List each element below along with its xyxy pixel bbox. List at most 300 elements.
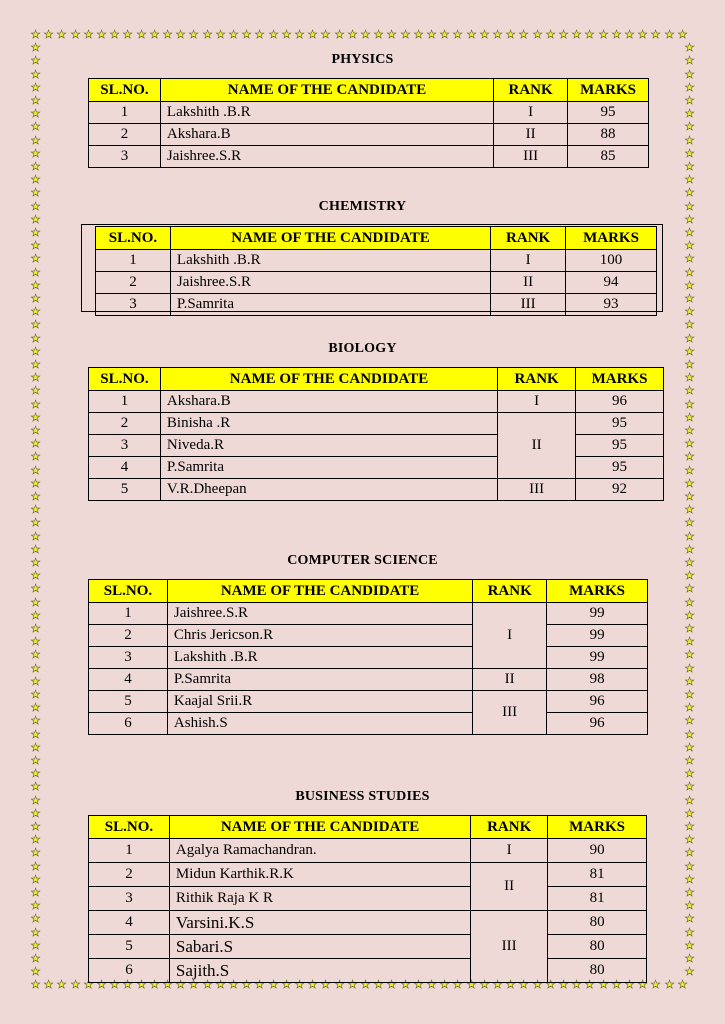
cell-marks: 95 (576, 413, 664, 435)
star-icon: ★ (684, 953, 695, 965)
biology-title: BIOLOGY (328, 341, 397, 356)
cell-rank: III (498, 479, 576, 501)
star-icon: ★ (30, 966, 41, 978)
star-icon: ★ (320, 29, 331, 41)
cell-marks: 98 (547, 669, 648, 691)
star-icon: ★ (664, 979, 675, 991)
star-icon: ★ (30, 531, 41, 543)
star-icon: ★ (70, 979, 81, 991)
star-icon: ★ (684, 82, 695, 94)
star-icon: ★ (136, 979, 147, 991)
cell-rank: II (471, 863, 548, 911)
star-icon: ★ (30, 940, 41, 952)
star-icon: ★ (684, 874, 695, 886)
star-icon: ★ (684, 649, 695, 661)
star-icon: ★ (684, 69, 695, 81)
star-icon: ★ (360, 29, 371, 41)
cell-name: Ashish.S (167, 713, 472, 735)
star-icon: ★ (684, 333, 695, 345)
cell-name: V.R.Dheepan (160, 479, 497, 501)
star-icon: ★ (611, 29, 622, 41)
star-icon: ★ (30, 148, 41, 160)
table-row (96, 250, 657, 272)
table-row (89, 647, 648, 669)
header-rank: RANK (491, 227, 566, 250)
star-icon: ★ (452, 29, 463, 41)
table-row (89, 691, 648, 713)
star-icon: ★ (122, 29, 133, 41)
star-icon: ★ (677, 979, 688, 991)
star-icon: ★ (684, 531, 695, 543)
star-icon: ★ (162, 979, 173, 991)
star-icon: ★ (162, 29, 173, 41)
star-icon: ★ (492, 979, 503, 991)
header-sl: SL.NO. (89, 79, 161, 102)
star-icon: ★ (188, 29, 199, 41)
star-icon: ★ (684, 478, 695, 490)
star-icon: ★ (56, 979, 67, 991)
star-icon: ★ (30, 887, 41, 899)
star-icon: ★ (684, 240, 695, 252)
star-icon: ★ (307, 29, 318, 41)
star-icon: ★ (30, 385, 41, 397)
star-icon: ★ (373, 29, 384, 41)
star-icon: ★ (426, 29, 437, 41)
header-name: NAME OF THE CANDIDATE (170, 227, 490, 250)
star-icon: ★ (30, 755, 41, 767)
star-icon: ★ (30, 306, 41, 318)
star-icon: ★ (684, 438, 695, 450)
table-row (89, 887, 647, 911)
star-icon: ★ (684, 425, 695, 437)
star-icon: ★ (30, 55, 41, 67)
star-icon: ★ (294, 979, 305, 991)
star-icon: ★ (30, 42, 41, 54)
star-icon: ★ (360, 979, 371, 991)
star-icon: ★ (30, 333, 41, 345)
star-icon: ★ (188, 979, 199, 991)
cell-sl: 5 (89, 691, 168, 713)
computer-science-table (88, 579, 648, 735)
star-icon: ★ (30, 715, 41, 727)
cell-marks: 96 (547, 713, 648, 735)
star-icon: ★ (30, 227, 41, 239)
star-icon: ★ (684, 544, 695, 556)
star-icon: ★ (684, 940, 695, 952)
cell-rank: II (498, 413, 576, 479)
star-icon: ★ (684, 702, 695, 714)
table-row (89, 839, 647, 863)
header-rank: RANK (498, 368, 576, 391)
star-icon: ★ (684, 280, 695, 292)
star-icon: ★ (30, 412, 41, 424)
star-icon: ★ (254, 979, 265, 991)
cell-sl: 2 (89, 625, 168, 647)
table-row (89, 413, 664, 435)
cell-marks: 81 (548, 887, 647, 911)
star-icon: ★ (83, 979, 94, 991)
cell-sl: 6 (89, 713, 168, 735)
star-icon: ★ (281, 979, 292, 991)
star-icon: ★ (30, 267, 41, 279)
cell-sl: 2 (89, 124, 161, 146)
star-icon: ★ (684, 834, 695, 846)
star-icon: ★ (30, 121, 41, 133)
star-icon: ★ (30, 214, 41, 226)
cell-marks: 99 (547, 647, 648, 669)
cell-marks: 95 (568, 102, 649, 124)
star-icon: ★ (479, 979, 490, 991)
cell-marks: 90 (548, 839, 647, 863)
star-icon: ★ (684, 887, 695, 899)
table-row (89, 391, 664, 413)
cell-sl: 3 (89, 146, 161, 168)
cell-name: P.Samrita (170, 294, 490, 316)
star-icon: ★ (334, 979, 345, 991)
star-icon: ★ (684, 372, 695, 384)
table-row (89, 625, 648, 647)
cell-name: Lakshith .B.R (167, 647, 472, 669)
star-icon: ★ (30, 438, 41, 450)
star-icon: ★ (684, 504, 695, 516)
star-icon: ★ (624, 979, 635, 991)
star-icon: ★ (413, 29, 424, 41)
star-icon: ★ (30, 174, 41, 186)
star-icon: ★ (30, 834, 41, 846)
star-icon: ★ (30, 491, 41, 503)
cell-rank: II (491, 272, 566, 294)
star-icon: ★ (684, 663, 695, 675)
cell-sl: 4 (89, 669, 168, 691)
cell-rank: II (494, 124, 568, 146)
star-icon: ★ (109, 979, 120, 991)
star-icon: ★ (684, 306, 695, 318)
cell-rank: III (471, 911, 548, 983)
table-row (89, 911, 647, 935)
star-icon: ★ (241, 979, 252, 991)
star-icon: ★ (684, 346, 695, 358)
star-icon: ★ (30, 847, 41, 859)
header-marks: MARKS (576, 368, 664, 391)
star-icon: ★ (684, 227, 695, 239)
star-icon: ★ (598, 979, 609, 991)
star-icon: ★ (624, 29, 635, 41)
star-icon: ★ (30, 95, 41, 107)
cell-marks: 80 (548, 959, 647, 983)
star-icon: ★ (30, 927, 41, 939)
star-icon: ★ (545, 979, 556, 991)
header-name: NAME OF THE CANDIDATE (169, 816, 470, 839)
star-icon: ★ (684, 201, 695, 213)
physics-title: PHYSICS (331, 52, 394, 67)
biology-table (88, 367, 664, 501)
star-icon: ★ (684, 319, 695, 331)
star-icon: ★ (30, 108, 41, 120)
star-icon: ★ (452, 979, 463, 991)
star-icon: ★ (466, 979, 477, 991)
cell-name: Lakshith .B.R (170, 250, 490, 272)
star-icon: ★ (30, 187, 41, 199)
star-icon: ★ (584, 29, 595, 41)
star-icon: ★ (684, 715, 695, 727)
table-row (89, 935, 647, 959)
star-icon: ★ (30, 913, 41, 925)
cell-sl: 3 (96, 294, 171, 316)
header-rank: RANK (473, 580, 547, 603)
star-icon: ★ (30, 161, 41, 173)
star-icon: ★ (30, 570, 41, 582)
star-icon: ★ (30, 425, 41, 437)
cell-marks: 80 (548, 935, 647, 959)
star-icon: ★ (30, 69, 41, 81)
star-icon: ★ (307, 979, 318, 991)
cell-marks: 96 (576, 391, 664, 413)
star-icon: ★ (684, 795, 695, 807)
physics-table (88, 78, 649, 168)
star-icon: ★ (30, 861, 41, 873)
star-icon: ★ (30, 372, 41, 384)
star-icon: ★ (684, 253, 695, 265)
star-icon: ★ (684, 557, 695, 569)
star-icon: ★ (43, 29, 54, 41)
star-icon: ★ (175, 979, 186, 991)
star-icon: ★ (684, 583, 695, 595)
star-icon: ★ (684, 597, 695, 609)
star-icon: ★ (30, 319, 41, 331)
star-icon: ★ (30, 293, 41, 305)
cell-sl: 4 (89, 911, 170, 935)
cell-rank: II (473, 669, 547, 691)
cell-marks: 88 (568, 124, 649, 146)
star-icon: ★ (684, 517, 695, 529)
cell-name: Akshara.B (160, 124, 493, 146)
star-icon: ★ (684, 174, 695, 186)
header-marks: MARKS (547, 580, 648, 603)
cell-rank: I (473, 603, 547, 669)
star-icon: ★ (30, 253, 41, 265)
star-icon: ★ (202, 29, 213, 41)
cell-marks: 99 (547, 603, 648, 625)
table-row (89, 713, 648, 735)
star-icon: ★ (386, 29, 397, 41)
star-icon: ★ (684, 451, 695, 463)
star-icon: ★ (136, 29, 147, 41)
table-row (89, 146, 649, 168)
header-rank: RANK (494, 79, 568, 102)
table-row (89, 479, 664, 501)
business-studies-title: BUSINESS STUDIES (295, 789, 430, 804)
star-icon: ★ (30, 702, 41, 714)
star-icon: ★ (684, 610, 695, 622)
star-icon: ★ (684, 781, 695, 793)
star-icon: ★ (684, 861, 695, 873)
business-studies-table (88, 815, 647, 983)
star-icon: ★ (202, 979, 213, 991)
cell-sl: 1 (89, 102, 161, 124)
star-icon: ★ (30, 597, 41, 609)
cell-marks: 80 (548, 911, 647, 935)
star-icon: ★ (684, 808, 695, 820)
cell-rank: I (471, 839, 548, 863)
cell-sl: 2 (96, 272, 171, 294)
header-sl: SL.NO. (89, 580, 168, 603)
cell-name: Midun Karthik.R.K (169, 863, 470, 887)
star-icon: ★ (30, 874, 41, 886)
star-icon: ★ (30, 636, 41, 648)
cell-sl: 2 (89, 413, 161, 435)
star-icon: ★ (684, 42, 695, 54)
cell-marks: 94 (566, 272, 657, 294)
star-icon: ★ (684, 121, 695, 133)
cell-marks: 92 (576, 479, 664, 501)
star-icon: ★ (30, 900, 41, 912)
table-header-row (96, 227, 657, 250)
star-icon: ★ (30, 808, 41, 820)
star-icon: ★ (684, 570, 695, 582)
star-icon: ★ (373, 979, 384, 991)
cell-name: P.Samrita (167, 669, 472, 691)
star-icon: ★ (386, 979, 397, 991)
star-icon: ★ (598, 29, 609, 41)
star-icon: ★ (439, 29, 450, 41)
star-icon: ★ (677, 29, 688, 41)
star-icon: ★ (30, 346, 41, 358)
star-icon: ★ (684, 623, 695, 635)
star-icon: ★ (334, 29, 345, 41)
header-marks: MARKS (548, 816, 647, 839)
cell-sl: 3 (89, 887, 170, 911)
star-icon: ★ (30, 557, 41, 569)
cell-name: Jaishree.S.R (167, 603, 472, 625)
star-icon: ★ (684, 293, 695, 305)
cell-name: Varsini.K.S (169, 911, 470, 935)
star-icon: ★ (30, 979, 41, 991)
star-icon: ★ (30, 240, 41, 252)
computer-science-title: COMPUTER SCIENCE (287, 553, 438, 568)
cell-sl: 5 (89, 935, 170, 959)
cell-marks: 95 (576, 457, 664, 479)
star-icon: ★ (684, 847, 695, 859)
cell-sl: 6 (89, 959, 170, 983)
star-icon: ★ (532, 29, 543, 41)
star-icon: ★ (571, 29, 582, 41)
cell-name: Agalya Ramachandran. (169, 839, 470, 863)
star-icon: ★ (281, 29, 292, 41)
star-icon: ★ (241, 29, 252, 41)
star-icon: ★ (684, 900, 695, 912)
cell-name: Niveda.R (160, 435, 497, 457)
star-icon: ★ (30, 280, 41, 292)
star-icon: ★ (30, 82, 41, 94)
table-row (89, 603, 648, 625)
star-icon: ★ (30, 359, 41, 371)
star-icon: ★ (30, 504, 41, 516)
cell-marks: 99 (547, 625, 648, 647)
star-icon: ★ (684, 161, 695, 173)
cell-name: Rithik Raja K R (169, 887, 470, 911)
star-icon: ★ (30, 821, 41, 833)
star-icon: ★ (426, 979, 437, 991)
star-icon: ★ (320, 979, 331, 991)
star-icon: ★ (505, 29, 516, 41)
cell-marks: 95 (576, 435, 664, 457)
star-icon: ★ (347, 29, 358, 41)
table-row (96, 294, 657, 316)
header-name: NAME OF THE CANDIDATE (160, 368, 497, 391)
cell-rank: I (498, 391, 576, 413)
cell-name: P.Samrita (160, 457, 497, 479)
star-icon: ★ (30, 623, 41, 635)
star-icon: ★ (122, 979, 133, 991)
star-icon: ★ (684, 359, 695, 371)
star-icon: ★ (684, 412, 695, 424)
header-sl: SL.NO. (96, 227, 171, 250)
star-icon: ★ (30, 689, 41, 701)
table-row (89, 435, 664, 457)
star-icon: ★ (96, 29, 107, 41)
star-icon: ★ (30, 742, 41, 754)
star-icon: ★ (70, 29, 81, 41)
star-icon: ★ (30, 517, 41, 529)
star-icon: ★ (109, 29, 120, 41)
header-name: NAME OF THE CANDIDATE (167, 580, 472, 603)
star-icon: ★ (30, 663, 41, 675)
star-icon: ★ (684, 491, 695, 503)
star-icon: ★ (30, 781, 41, 793)
star-icon: ★ (294, 29, 305, 41)
star-icon: ★ (175, 29, 186, 41)
star-icon: ★ (684, 148, 695, 160)
star-icon: ★ (684, 729, 695, 741)
star-icon: ★ (518, 979, 529, 991)
star-icon: ★ (215, 979, 226, 991)
header-marks: MARKS (566, 227, 657, 250)
star-icon: ★ (684, 55, 695, 67)
table-row (89, 863, 647, 887)
star-icon: ★ (268, 979, 279, 991)
cell-name: Jaishree.S.R (160, 146, 493, 168)
star-icon: ★ (149, 29, 160, 41)
star-icon: ★ (684, 465, 695, 477)
header-sl: SL.NO. (89, 368, 161, 391)
star-icon: ★ (96, 979, 107, 991)
table-row (96, 272, 657, 294)
star-icon: ★ (228, 29, 239, 41)
cell-marks: 85 (568, 146, 649, 168)
star-icon: ★ (30, 676, 41, 688)
star-icon: ★ (413, 979, 424, 991)
cell-name: Chris Jericson.R (167, 625, 472, 647)
star-icon: ★ (400, 979, 411, 991)
cell-rank: I (491, 250, 566, 272)
header-marks: MARKS (568, 79, 649, 102)
star-icon: ★ (684, 267, 695, 279)
cell-sl: 3 (89, 435, 161, 457)
table-row (89, 669, 648, 691)
cell-sl: 1 (89, 839, 170, 863)
star-icon: ★ (558, 979, 569, 991)
star-icon: ★ (30, 610, 41, 622)
star-icon: ★ (439, 979, 450, 991)
star-icon: ★ (30, 201, 41, 213)
star-icon: ★ (30, 795, 41, 807)
star-icon: ★ (558, 29, 569, 41)
star-icon: ★ (684, 966, 695, 978)
star-icon: ★ (684, 108, 695, 120)
cell-name: Jaishree.S.R (170, 272, 490, 294)
star-icon: ★ (684, 95, 695, 107)
cell-rank: I (494, 102, 568, 124)
